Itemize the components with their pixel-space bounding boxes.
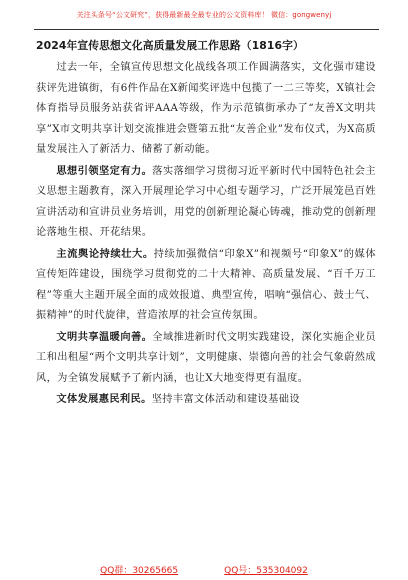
section-body: 落实落细学习贯彻习近平新时代中国特色社会主义思想主题教育，深入开展理论学习中心组专题学习，广泛开展笼邑百姓宣讲活动和宣讲员业务培训，用党的创新理论凝心铸魂，推动党的创新理论落地生根、开花结果。 xyxy=(36,165,376,238)
section-heading: 文体发展惠民利民。 xyxy=(56,393,152,405)
section-paragraph xyxy=(36,327,376,390)
header-banner: 关注头条号“公文研究”，获得最新最全最专业的公文资料库！ 微信：gongwenyj xyxy=(76,11,332,19)
footer xyxy=(0,563,408,576)
header-divider xyxy=(34,29,379,30)
document-title: 2024年宣传思想文化高质量发展工作思路（1816字） xyxy=(36,39,304,52)
intro-paragraph: 过去一年，全镇宣传思想文化战线各项工作圆满落实，文化强市建设获评先进镇街，有6件作品在X新闻奖评选中包揽了一二三等奖，X镇社会体育指导员服务站获省评AAA等级，作为示范镇街承办了“友善X文明共享”X市文明共享计划交流推进会暨第五批“友善企业”发布仪式，为X高质量发展注入了新活力、储蓄了新动能。 xyxy=(36,62,376,155)
footer-qq-group[interactable]: QQ群：30265665 xyxy=(100,566,179,576)
section-heading: 主流舆论持续壮大。 xyxy=(56,247,154,260)
section-body: 全域推进新时代文明实践建设，深化实施企业员工和出租屋“两个文明共享计划”，文明健康、崇德向善的社会气象蔚然成风，为全镇发展赋予了新内涵，也让X大地变得更有温度。 xyxy=(36,331,376,384)
section-paragraph xyxy=(36,161,376,244)
document-body xyxy=(36,38,376,411)
footer-qq-number[interactable]: QQ号：535304092 xyxy=(224,566,308,576)
section-paragraph xyxy=(36,389,376,411)
section-paragraph xyxy=(36,244,376,327)
section-heading: 文明共享温暖向善。 xyxy=(56,330,153,343)
section-heading: 思想引领坚定有力。 xyxy=(56,164,153,177)
section-body: 坚持丰富文体活动和建设基础设 xyxy=(151,394,300,405)
section-body: 持续加强微信“印象X”和视频号“印象X”的媒体宣传矩阵建设，围绕学习贯彻党的二十大精神、高质量发展、“百千万工程”等重大主题开展全面的成效报道、典型宣传，唱响“强信心、鼓士气、振精神”的时代旋律，营造浓厚的社会宣传氛围。 xyxy=(36,248,376,321)
